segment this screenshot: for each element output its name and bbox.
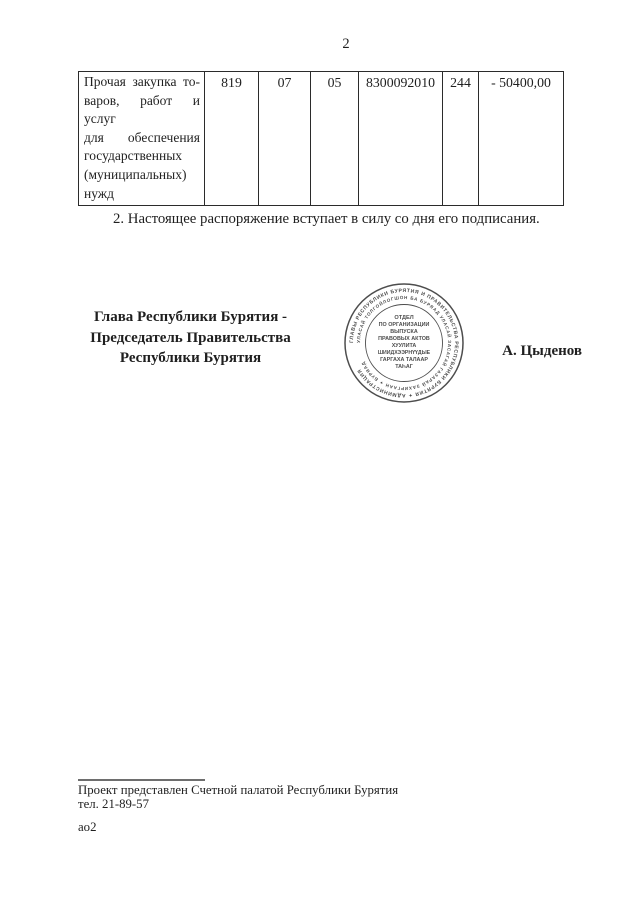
- footnote-rule: [78, 779, 205, 781]
- official-round-stamp: [343, 282, 465, 404]
- stamp-inner-ring-text: УЛАСАЙ ТОЛГОЙЛОГШОН БА БУРЯАД УЛАСАЙ ЗАСАГАЙ ГАЗАРАЙ ЗАХИРГААН ✦ БУРЯАД: [355, 294, 453, 392]
- signatory-title-line: Председатель Правительства: [90, 329, 291, 346]
- stamp-center-line: ОТДЕЛ: [394, 315, 414, 321]
- stamp-center-line: ГАРГАХА ТАЛААР: [380, 357, 428, 363]
- signatory-title-line: Республики Бурятия: [119, 350, 262, 366]
- signatory-name: А. Цыденов: [502, 343, 582, 359]
- description-line: Прочая закупка то-: [84, 74, 200, 89]
- stamp-center-line: ТАҺАГ: [395, 364, 413, 370]
- footer-prepared-by: Проект представлен Счетной палатой Республики Бурятия: [78, 783, 399, 797]
- budget-table: [78, 71, 564, 206]
- description-line: государственных: [84, 148, 183, 164]
- cell-expense-type-code: 244: [443, 72, 479, 206]
- stamp-center-line: ПО ОРГАНИЗАЦИИ: [378, 322, 430, 328]
- cell-grbs-code: 819: [205, 72, 259, 206]
- description-line: (муниципальных): [84, 166, 187, 182]
- stamp-outer-ring-text: ГЛАВЫ РЕСПУБЛИКИ БУРЯТИЯ И ПРАВИТЕЛЬСТВА РЕСПУБЛИКИ БУРЯТИЯ ✦ АДМИНИСТРАЦИЯ: [348, 287, 460, 399]
- footer-phone: тел. 21-89-57: [78, 797, 149, 811]
- cell-subsection-code: 05: [311, 72, 359, 206]
- table-row: [79, 72, 564, 206]
- stamp-center-line: ХУУЛИТА: [391, 343, 417, 349]
- stamp-center-line: ВЫПУСКА: [390, 329, 418, 335]
- signatory-title: [76, 307, 305, 369]
- cell-amount: - 50400,00: [479, 72, 564, 206]
- signatory-title-line: Глава Республики Бурятия -: [93, 309, 288, 325]
- cell-expense-description: [79, 72, 205, 206]
- description-line: варов, работ и услуг: [84, 92, 200, 127]
- cell-section-code: 07: [259, 72, 311, 206]
- stamp-center-line: ПРАВОВЫХ АКТОВ: [378, 336, 430, 342]
- stamp-center-line: ШИИДХЭЭРНҮҮДЫЕ: [377, 350, 431, 356]
- footer-doc-code: ао2: [78, 820, 97, 834]
- page-number: 2: [342, 36, 350, 52]
- description-line: для обеспечения: [84, 129, 200, 145]
- paragraph-item-2: 2. Настоящее распоряжение вступает в силу со дня его подписания.: [113, 211, 540, 227]
- cell-target-article-code: 8300092010: [359, 72, 443, 206]
- description-line: нужд: [84, 185, 114, 201]
